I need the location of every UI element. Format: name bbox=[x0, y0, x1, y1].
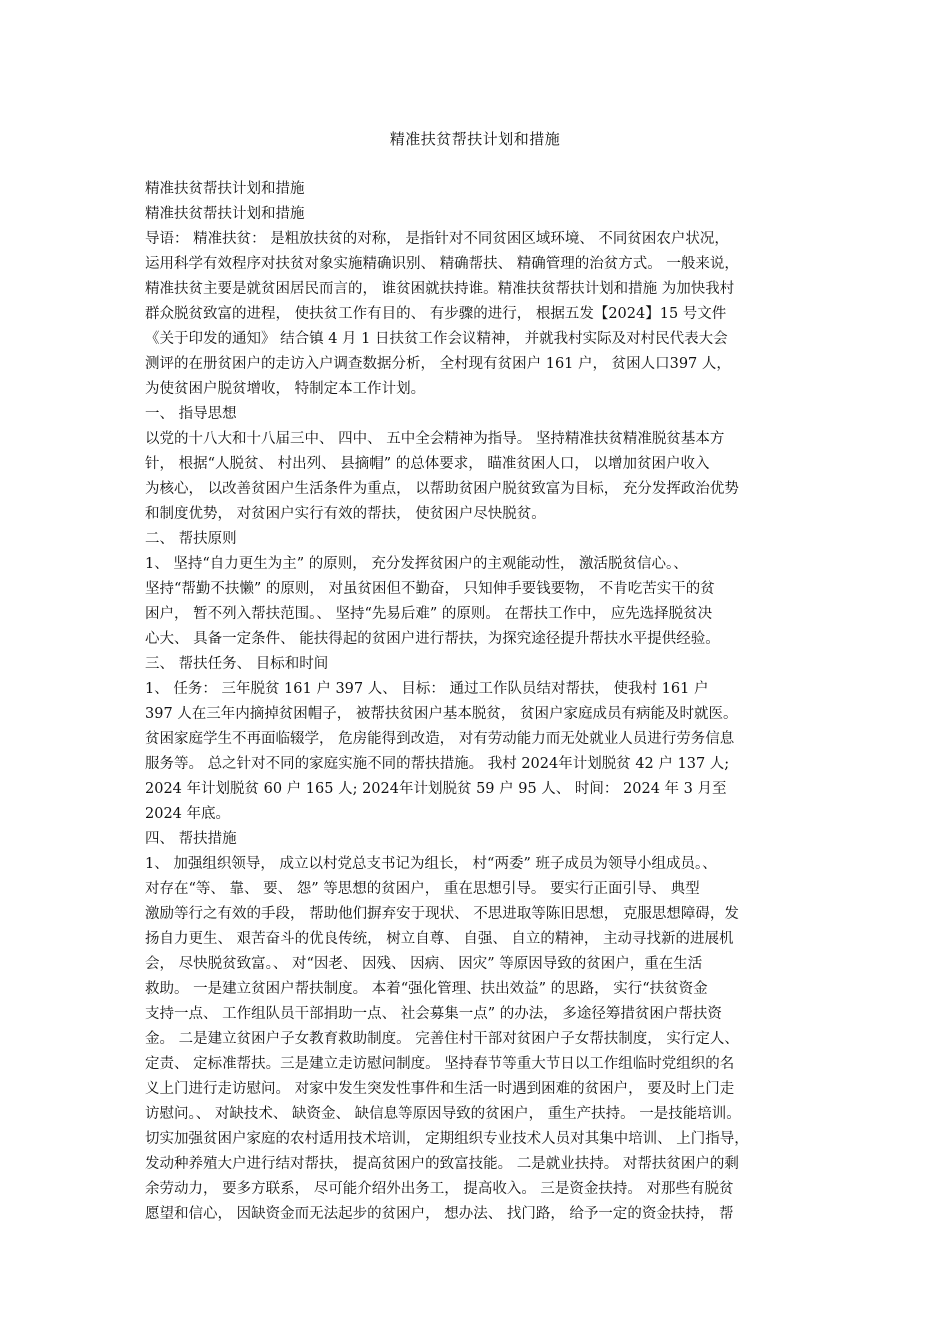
text-line: 2024 年计划脱贫 60 户 165 人; 2024年计划脱贫 59 户 95 人、 时间： 2024 年 3 月至 bbox=[145, 781, 727, 797]
text-line: 救助。 一是建立贫困户帮扶制度。 本着“强化管理、扶出效益” 的思路， 实行“扶贫资金 bbox=[145, 981, 708, 997]
text-line: 精准扶贫帮扶计划和措施 bbox=[145, 206, 305, 222]
text-line: 针， 根据“人脱贫、 村出列、 县摘帽” 的总体要求， 瞄准贫困人口， 以增加贫困户收入 bbox=[145, 456, 710, 472]
text-line: 心大、 具备一定条件、 能扶得起的贫困户进行帮扶，为探究途径提升帮扶水平提供经验。 bbox=[145, 631, 720, 647]
text-line: 2024 年底。 bbox=[145, 806, 231, 822]
text-line: 和制度优势， 对贫困户实行有效的帮扶， 使贫困户尽快脱贫。 bbox=[145, 506, 546, 522]
text-line: 1、 任务： 三年脱贫 161 户 397 人、 目标： 通过工作队员结对帮扶， 使我村 161 户 bbox=[145, 681, 709, 697]
text-line: 运用科学有效程序对扶贫对象实施精确识别、 精确帮扶、 精确管理的治贫方式。 一般来说， bbox=[145, 256, 739, 272]
text-line: 精准扶贫主要是就贫困居民而言的， 谁贫困就扶持谁。精准扶贫帮扶计划和措施 为加快我村 bbox=[145, 281, 735, 297]
text-line: 访慰问。、 对缺技术、 缺资金、 缺信息等原因导致的贫困户， 重生产扶持。 一是技能培训。 bbox=[145, 1106, 741, 1122]
text-line: 支持一点、 工作组队员干部捐助一点、 社会募集一点” 的办法， 多途径筹措贫困户帮扶资 bbox=[145, 1006, 722, 1022]
text-line: 服务等。 总之针对不同的家庭实施不同的帮扶措施。 我村 2024年计划脱贫 42 户 137 人; bbox=[145, 756, 730, 772]
document-title: 精准扶贫帮扶计划和措施 bbox=[389, 130, 561, 148]
section-heading: 二、 帮扶原则 bbox=[145, 531, 237, 547]
text-line: 以党的十八大和十八届三中、 四中、 五中全会精神为指导。 坚持精准扶贫精准脱贫基本方 bbox=[145, 431, 725, 447]
text-line: 扬自力更生、 艰苦奋斗的优良传统， 树立自尊、 自强、 自立的精神， 主动寻找新的进展机 bbox=[145, 931, 734, 947]
text-line: 发动种养殖大户进行结对帮扶， 提高贫困户的致富技能。 二是就业扶持。 对帮扶贫困户的剩 bbox=[145, 1156, 739, 1172]
text-line: 激励等行之有效的手段， 帮助他们摒弃安于现状、 不思进取等陈旧思想， 克服思想障碍，发 bbox=[145, 906, 739, 922]
text-line: 测评的在册贫困户的走访入户调查数据分析， 全村现有贫困户 161 户， 贫困人口397 人， bbox=[145, 356, 731, 372]
text-line: 金。 二是建立贫困户子女教育救助制度。 完善住村干部对贫困户子女帮扶制度， 实行定人、 bbox=[145, 1031, 739, 1047]
text-line: 义上门进行走访慰问。 对家中发生突发性事件和生活一时遇到困难的贫困户， 要及时上门走 bbox=[145, 1081, 735, 1097]
section-heading: 一、 指导思想 bbox=[145, 406, 237, 422]
text-line: 397 人在三年内摘掉贫困帽子， 被帮扶贫困户基本脱贫， 贫困户家庭成员有病能及时就医。 bbox=[145, 706, 738, 722]
text-line: 定责、 定标准帮扶。三是建立走访慰问制度。 坚持春节等重大节日以工作组临时党组织的名 bbox=[145, 1056, 735, 1072]
text-line: 精准扶贫帮扶计划和措施 bbox=[145, 181, 305, 197]
section-heading: 三、 帮扶任务、 目标和时间 bbox=[145, 656, 329, 672]
text-line: 1、 加强组织领导， 成立以村党总支书记为组长， 村“两委” 班子成员为领导小组成员。、 bbox=[145, 856, 717, 872]
section-heading: 四、 帮扶措施 bbox=[145, 831, 237, 847]
text-line: 贫困家庭学生不再面临辍学， 危房能得到改造， 对有劳动能力而无处就业人员进行劳务信息 bbox=[145, 731, 735, 747]
text-line: 为使贫困户脱贫增收， 特制定本工作计划。 bbox=[145, 381, 426, 397]
text-line: 余劳动力， 要多方联系， 尽可能介绍外出务工， 提高收入。 三是资金扶持。 对那些有脱贫 bbox=[145, 1181, 734, 1197]
text-line: 为核心， 以改善贫困户生活条件为重点， 以帮助贫困户脱贫致富为目标， 充分发挥政治优势 bbox=[145, 481, 739, 497]
text-line: 1、 坚持“自力更生为主” 的原则， 充分发挥贫困户的主观能动性， 激活脱贫信心。、 bbox=[145, 556, 688, 572]
text-line: 愿望和信心， 因缺资金而无法起步的贫困户， 想办法、 找门路， 给予一定的资金扶持， 帮 bbox=[145, 1206, 734, 1222]
text-line: 《关于印发的通知》 结合镇 4 月 1 日扶贫工作会议精神， 并就我村实际及对村民代表大会 bbox=[145, 331, 728, 347]
text-line: 切实加强贫困户家庭的农村适用技术培训， 定期组织专业技术人员对其集中培训、 上门指导， bbox=[145, 1131, 749, 1147]
text-line: 群众脱贫致富的进程， 使扶贫工作有目的、 有步骤的进行， 根据五发【2024】15 号文件 bbox=[145, 306, 727, 322]
text-line: 导语： 精准扶贫： 是粗放扶贫的对称， 是指针对不同贫困区域环境、 不同贫困农户状况， bbox=[145, 231, 729, 247]
text-line: 对存在“等、 靠、 要、 怨” 等思想的贫困户， 重在思想引导。 要实行正面引导、 典型 bbox=[145, 881, 700, 897]
text-line: 坚持“帮勤不扶懒” 的原则， 对虽贫困但不勤奋， 只知伸手要钱要物， 不肯吃苦实干的贫 bbox=[145, 581, 715, 597]
text-line: 困户， 暂不列入帮扶范围。、 坚持“先易后难” 的原则。 在帮扶工作中， 应先选择脱贫决 bbox=[145, 606, 713, 622]
text-line: 会， 尽快脱贫致富。、 对“因老、 因残、 因病、 因灾” 等原因导致的贫困户，重在生活 bbox=[145, 956, 703, 972]
